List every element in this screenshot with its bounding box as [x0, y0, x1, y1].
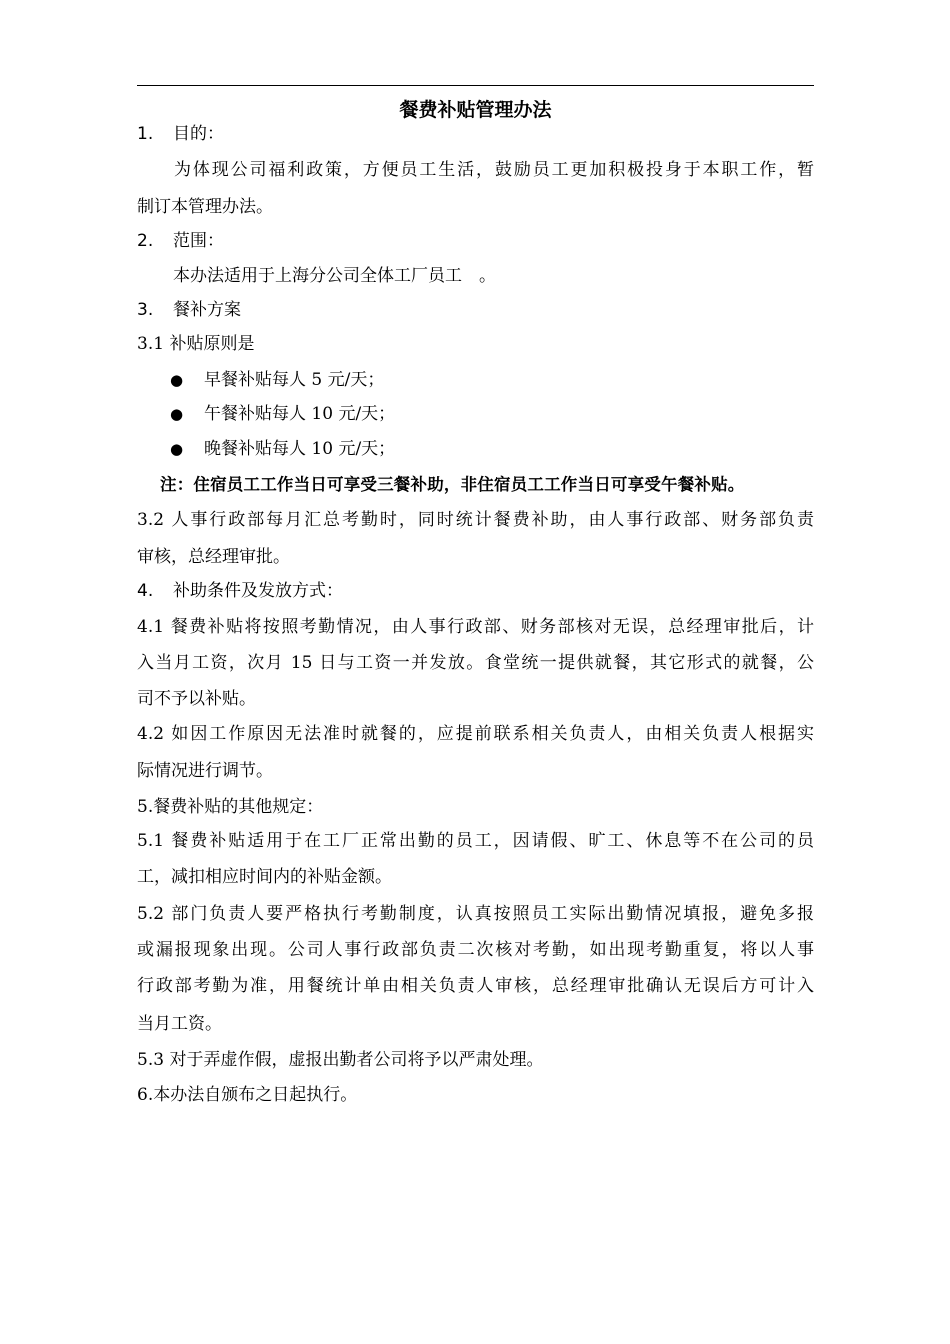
bullet-dot-icon: ●	[170, 371, 184, 389]
bullet-breakfast: 早餐补贴每人 5 元/天；	[204, 370, 385, 390]
section-6: 6.本办法自颁布之日起执行。	[137, 1085, 358, 1105]
section-4-1-line-2: 入当月工资，次月 15 日与工资一并发放。食堂统一提供就餐，其它形式的就餐，公	[137, 653, 814, 673]
section-5-1-line-1: 5.1 餐费补贴适用于在工厂正常出勤的员工，因请假、旷工、休息等不在公司的员	[137, 831, 814, 851]
section-5-1-line-2: 工，减扣相应时间内的补贴金额。	[137, 867, 392, 887]
section-2-paragraph: 本办法适用于上海分公司全体工厂员工 。	[173, 266, 496, 286]
bullet-dot-icon: ●	[170, 405, 184, 423]
section-4-2-line-2: 际情况进行调节。	[137, 761, 273, 781]
page-title: 餐费补贴管理办法	[399, 99, 552, 121]
section-5-2-line-1: 5.2 部门负责人要严格执行考勤制度，认真按照员工实际出勤情况填报，避免多报	[137, 904, 814, 924]
section-2-label: 范围：	[173, 231, 224, 251]
bullet-dot-icon: ●	[170, 440, 184, 458]
section-1-heading	[137, 123, 814, 145]
section-1-label: 目的：	[173, 124, 224, 144]
section-5-2-line-4: 当月工资。	[137, 1014, 222, 1034]
section-1-paragraph-line-2: 制订本管理办法。	[137, 197, 273, 217]
subsidy-note: 注：住宿员工工作当日可享受三餐补助，非住宿员工工作当日可享受午餐补贴。	[160, 475, 745, 494]
section-3-1-heading: 3.1 补贴原则是	[137, 334, 255, 354]
section-5-2-line-3: 行政部考勤为准，用餐统计单由相关负责人审核，总经理审批确认无误后方可计入	[137, 976, 814, 996]
section-4-label: 补助条件及发放方式：	[173, 581, 343, 601]
section-4-1-line-1: 4.1 餐费补贴将按照考勤情况，由人事行政部、财务部核对无误，总经理审批后，计	[137, 617, 814, 637]
section-3-number: 3.	[137, 300, 154, 320]
section-4-1-line-3: 司不予以补贴。	[137, 689, 256, 709]
bullet-dinner: 晚餐补贴每人 10 元/天；	[204, 439, 396, 459]
section-4-2-line-1: 4.2 如因工作原因无法准时就餐的，应提前联系相关负责人，由相关负责人根据实	[137, 724, 814, 744]
section-5-3: 5.3 对于弄虚作假，虚报出勤者公司将予以严肃处理。	[137, 1050, 544, 1070]
section-1-number: 1.	[137, 124, 154, 144]
section-3-2-line-2: 审核，总经理审批。	[137, 547, 290, 567]
section-3-2-line-1: 3.2 人事行政部每月汇总考勤时，同时统计餐费补助，由人事行政部、财务部负责	[137, 510, 814, 530]
header-rule	[137, 85, 814, 86]
bullet-lunch: 午餐补贴每人 10 元/天；	[204, 404, 396, 424]
section-2-number: 2.	[137, 231, 154, 251]
section-1-paragraph-line-1: 为体现公司福利政策，方便员工生活，鼓励员工更加积极投身于本职工作，暂	[174, 160, 814, 180]
section-5-heading: 5.餐费补贴的其他规定：	[137, 797, 324, 817]
section-5-2-line-2: 或漏报现象出现。公司人事行政部负责二次核对考勤，如出现考勤重复，将以人事	[137, 940, 814, 960]
section-4-number: 4.	[137, 581, 154, 601]
section-4-heading	[137, 580, 814, 602]
section-2-heading	[137, 230, 814, 252]
section-3-label: 餐补方案	[173, 300, 241, 320]
section-3-heading	[137, 299, 814, 321]
